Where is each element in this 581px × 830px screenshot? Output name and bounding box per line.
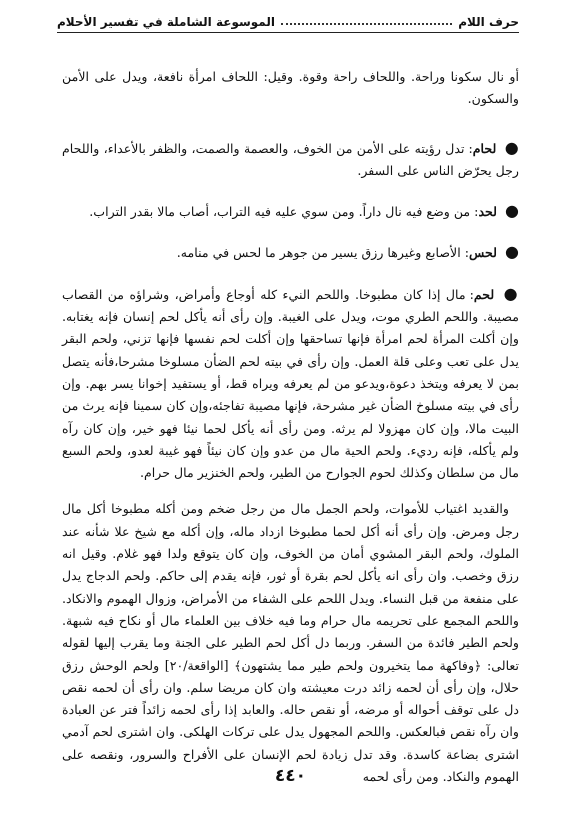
running-header [57, 6, 519, 33]
header-dotted-leader [281, 23, 452, 25]
page-body [62, 66, 519, 788]
entry-term: لحد [478, 204, 498, 220]
intro-paragraph: أو نال سكونا وراحة. واللحاف راحة وقوة. وقيل: اللحاف امرأة نافعة، ويدل على الأمن والسكون. [62, 69, 519, 107]
entry-term: لحام [472, 140, 497, 156]
header-chapter-letter: حرف اللام [458, 15, 519, 29]
entry-text: : الأصابع وغيرها رزق يسير من جوهر ما لحس في منامه. [176, 245, 469, 261]
bullet-icon: ● [505, 201, 519, 221]
entry-lahs [62, 241, 519, 264]
entry-text: : من وضع فيه نال داراً. ومن سوي عليه فيه التراب، أصاب مالا بقدر التراب. [89, 204, 479, 220]
page-number: ٤٤٠ [274, 766, 307, 786]
bullet-icon: ● [503, 283, 519, 303]
entry-lahham [62, 137, 519, 183]
entry-text: : تدل رؤيته على الأمن من الخوف، والعصمة والصمت، والظفر بالأعداء، واللحام رجل يحرّض الناس على السفر. [62, 140, 519, 178]
entry-term: لحس [468, 245, 498, 261]
continuation-paragraph: والقديد اغتياب للأموات، ولحم الجمل مال من رجل ضخم ومن أكله مطبوخا أكل مال رجل ومرض. وإن رأى أنه أكل لحما مطبوخا ازداد ماله، وإن أكله مع شيخ علا شأنه عند الملوك، ولحم البقر المشوي أمان من الخوف، وإن كان يتوقع ولدا فهو غلام. وقيل انه رزق وخصب. وان رأى انه يأكل لحم بقرة أو ثور، فإنه يقدم إلى حاكم. ولحم الدجاج يدل على منفعة من قبل النساء. ويدل اللحم على الشفاء من الأمراض، وزوال الهموم والانكاد. واللحم المجمع على تحريمه مال حرام وما فيه خلاف بين العلماء مال أو نكاح فيه شبهة. ولحم الطير فائدة من السفر. وربما دل أكل لحم الطير على الجنة وما يقرب إليها لقوله تعالى: ﴿وفاكهة مما يتخيرون ولحم طير مما يشتهون﴾ [الواقعة/٢٠] ولحم الوحش رزق حلال، وإن رأى أن لحمه زائد درت معيشته وان كان مريضا سلم. وان رأى أن لحمه نقص دل على توقف أحواله أو مرضه، أو نقص حاله. والعابد إذا رأى لحمه زائداً فتر عن العبادة وان رآه نقص فبالعكس. واللحم المجهول يدل على تركات الهلكى. وان اشترى لحم آدمي اشترى بضاعة كاسدة. وقد تدل زيادة لحم الإنسان على الأفراح والسرور، ونقصه على الهموم والنكاد. ومن رأى لحمه [62, 501, 519, 785]
bullet-icon: ● [504, 137, 519, 157]
bullet-icon: ● [505, 242, 519, 262]
entry-lahm [62, 283, 519, 485]
entry-text: : مال إذا كان مطبوخا. واللحم النيء كله أوجاع وأمراض، وشراؤه من القصاب مصيبة. واللحم الطري موت، ويدل على الغيبة. وإن رأى أنه يأكل لحم إنسان فإنه يغتابه. وإن أكلت المرأة لحم امرأة فإنها تساحقها وإن أكلت لحم نفسها فإنها تزني، ولحم البقر يدل على تعب وعلى قلة العمل. وإن رأى في بيته لحم الضأن مسلوخا مشرحا،فأنه يتصل بمن لا يعرفه ويتخذ دعوة،ويدعو من لم يعرفه ويراه قط، أو يستفيد إخوانا يسر بهم. وإن رأى في بيته مسلوخ الضأن غير مشرحة، فإنها مصيبة تفاجئه،وإن كان سمينا فإنه يرث من البيت مالا، وإن كان مهزولا لم يرثه. ومن رأى أنه يأكل لحما نيئا فهو خير، وإن كان رآه ولم يأكله، فإنه رديء. ولحم الحية مال من عدو وإن كان نيئاً فهو غيبة لعدو، ولحم السبع مال من سلطان وكذلك لحوم الجوارح من الطير، ولحم الخنزير مال حرام. [62, 286, 519, 481]
header-book-title: الموسوعة الشاملة في تفسير الأحلام [57, 15, 275, 29]
entry-lahd [62, 200, 519, 223]
entry-term: لحم [473, 286, 495, 302]
